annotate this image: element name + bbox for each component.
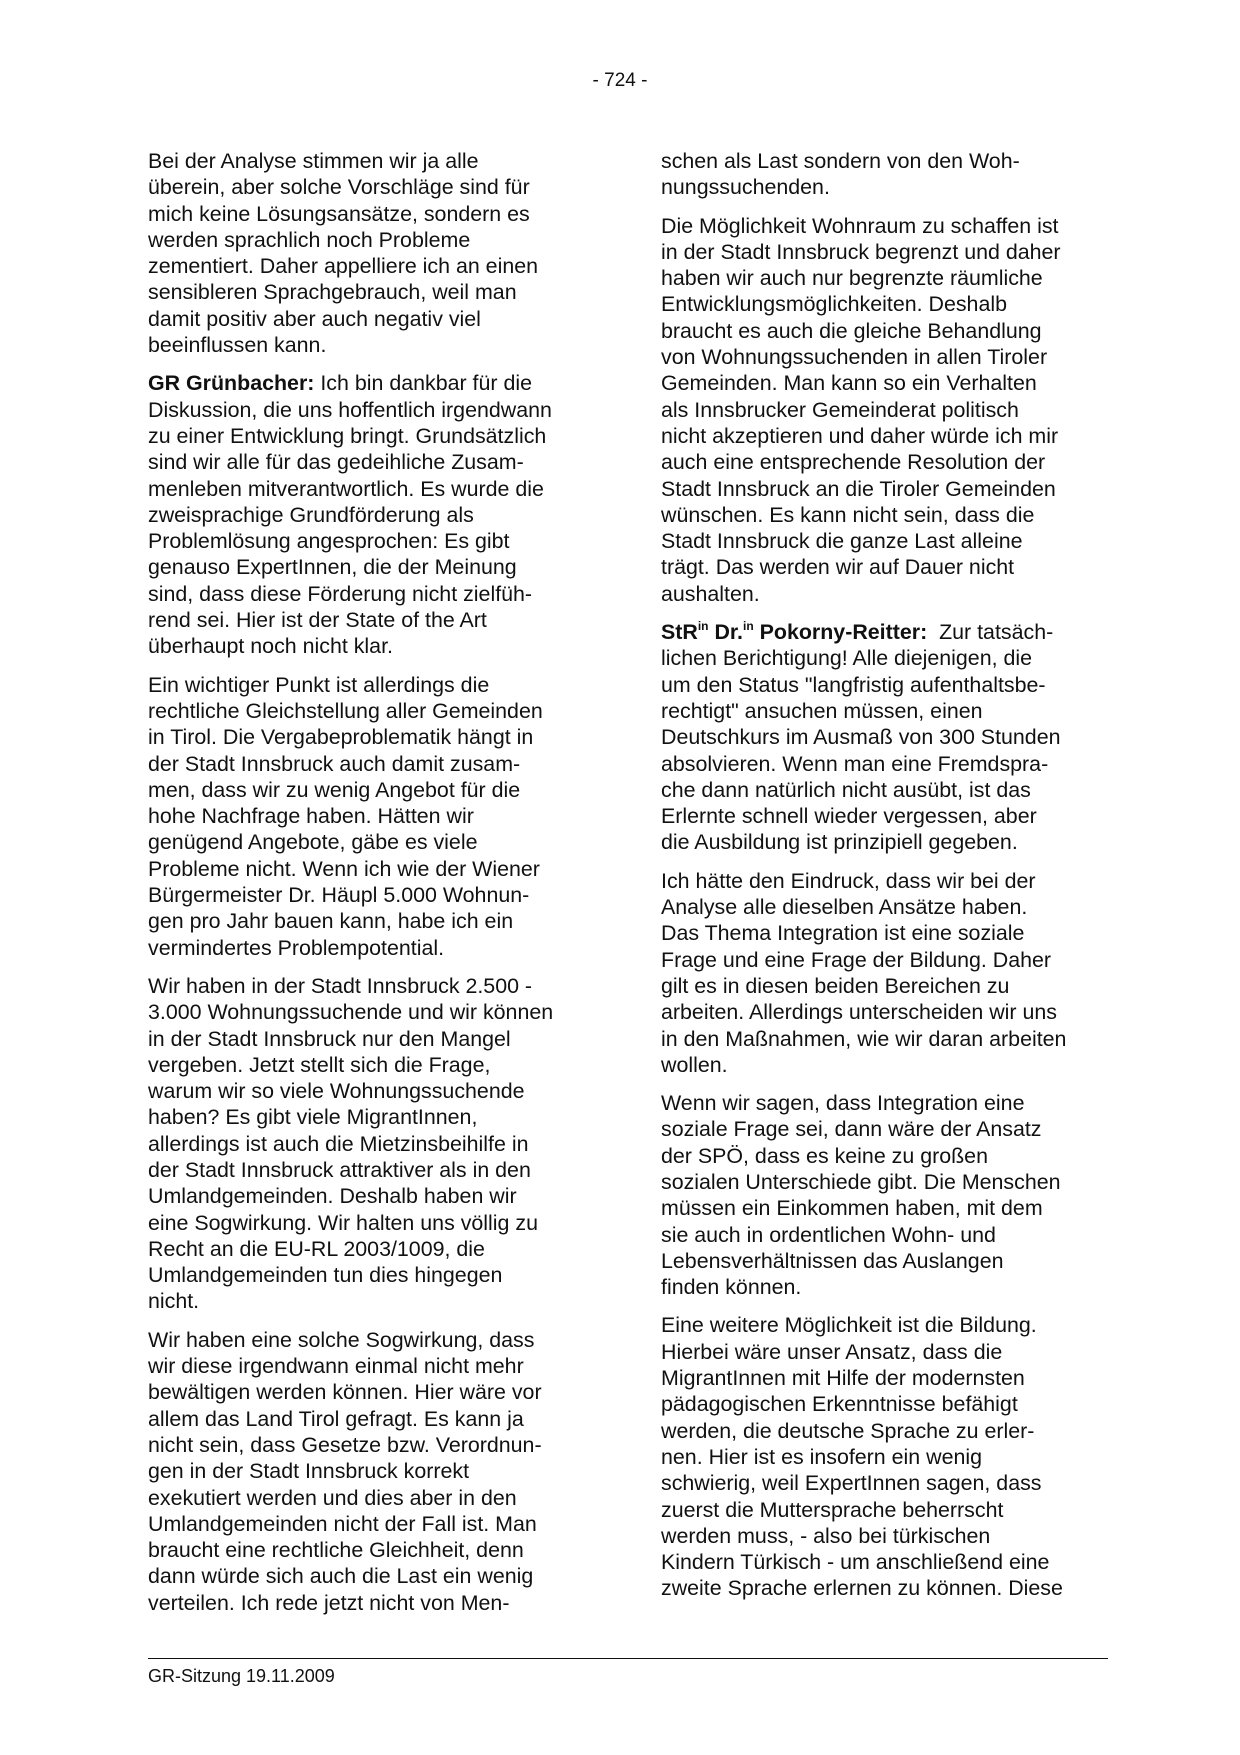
text-line: hohe Nachfrage haben. Hätten wir xyxy=(148,804,474,829)
text-line: Stadt Innsbruck an die Tiroler Gemeinden xyxy=(661,476,1056,501)
text-line: Analyse alle dieselben Ansätze haben. xyxy=(661,895,1028,920)
text-line: trägt. Das werden wir auf Dauer nicht xyxy=(661,555,1015,580)
speaker-surname: Pokorny-Reitter: xyxy=(753,620,928,645)
text-line: Umlandgemeinden tun dies hingegen xyxy=(148,1263,503,1288)
text-line: haben wir auch nur begrenzte räumliche xyxy=(661,266,1043,291)
text-fragment: Ich bin dankbar für die xyxy=(314,371,533,396)
footer-divider xyxy=(148,1658,1108,1659)
text-line: pädagogischen Erkenntnisse befähigt xyxy=(661,1392,1018,1417)
text-line: lichen Berichtigung! Alle diejenigen, die xyxy=(661,646,1033,671)
text-line: in der Stadt Innsbruck nur den Mangel xyxy=(148,1026,511,1051)
paragraph xyxy=(148,1327,598,1616)
paragraph xyxy=(661,868,1108,1078)
text-line: warum wir so viele Wohnungssuchende xyxy=(148,1079,525,1104)
text-line: gen pro Jahr bauen kann, habe ich ein xyxy=(148,909,514,934)
text-line: sind wir alle für das gedeihliche Zusam- xyxy=(148,450,524,475)
text-line: sozialen Unterschiede gibt. Die Menschen xyxy=(661,1169,1061,1194)
text-line: verteilen. Ich rede jetzt nicht von Men- xyxy=(148,1590,510,1615)
text-line: braucht es auch die gleiche Behandlung xyxy=(661,318,1042,343)
text-line: Erlernte schnell wieder vergessen, aber xyxy=(661,804,1037,829)
left-column xyxy=(148,148,598,1628)
text-line: sensibleren Sprachgebrauch, weil man xyxy=(148,280,517,305)
text-line: damit positiv aber auch negativ viel xyxy=(148,306,481,331)
paragraph xyxy=(661,213,1108,607)
text-line: rechtliche Gleichstellung aller Gemeinden xyxy=(148,698,543,723)
text-line: Die Möglichkeit Wohnraum zu schaffen ist xyxy=(661,213,1059,238)
text-line: Deutschkurs im Ausmaß von 300 Stunden xyxy=(661,725,1061,750)
text-line: Lebensverhältnissen das Auslangen xyxy=(661,1248,1004,1273)
paragraph-gr-gruenbacher xyxy=(148,370,598,659)
text-line: Frage und eine Frage der Bildung. Daher xyxy=(661,947,1052,972)
text-line: zementiert. Daher appelliere ich an einen xyxy=(148,254,539,279)
text-line: Diskussion, die uns hoffentlich irgendwann xyxy=(148,397,552,422)
text-line: 3.000 Wohnungssuchende und wir können xyxy=(148,1000,554,1025)
text-line: um den Status "langfristig aufenthaltsbe- xyxy=(661,672,1046,697)
text-line: Umlandgemeinden nicht der Fall ist. Man xyxy=(148,1511,537,1536)
text-line: nungssuchenden. xyxy=(661,175,830,200)
text-line: der SPÖ, dass es keine zu großen xyxy=(661,1143,988,1168)
text-line: MigrantInnen mit Hilfe der modernsten xyxy=(661,1366,1025,1391)
text-line: als Innsbrucker Gemeinderat politisch xyxy=(661,397,1019,422)
speaker-title: StR xyxy=(661,620,698,645)
text-line: mich keine Lösungsansätze, sondern es xyxy=(148,201,530,226)
text-line: Ein wichtiger Punkt ist allerdings die xyxy=(148,672,490,697)
text-line: der Stadt Innsbruck auch damit zusam- xyxy=(148,751,521,776)
text-line: eine Sogwirkung. Wir halten uns völlig zu xyxy=(148,1210,538,1235)
text-line: von Wohnungssuchenden in allen Tiroler xyxy=(661,345,1048,370)
text-line: haben? Es gibt viele MigrantInnen, xyxy=(148,1105,478,1130)
text-line: schwierig, weil ExpertInnen sagen, dass xyxy=(661,1471,1042,1496)
text-line: Wenn wir sagen, dass Integration eine xyxy=(661,1091,1025,1116)
text-fragment: Zur tatsäch- xyxy=(927,620,1054,645)
page-number: - 724 - xyxy=(592,70,648,91)
paragraph xyxy=(661,148,1108,201)
text-line: nen. Hier ist es insofern ein wenig xyxy=(661,1444,983,1469)
speaker-name xyxy=(661,620,927,644)
text-line: allerdings ist auch die Mietzinsbeihilfe in xyxy=(148,1131,529,1156)
text-line: gilt es in diesen beiden Bereichen zu xyxy=(661,973,1010,998)
paragraph-str-pokorny-reitter xyxy=(661,619,1108,856)
text-line: Gemeinden. Man kann so ein Verhalten xyxy=(661,371,1037,396)
paragraph xyxy=(148,973,598,1315)
text-line: genauso ExpertInnen, die der Meinung xyxy=(148,555,517,580)
text-line: rechtigt" ansuchen müssen, einen xyxy=(661,698,983,723)
text-line: der Stadt Innsbruck attraktiver als in den xyxy=(148,1157,531,1182)
text-line: zweisprachige Grundförderung als xyxy=(148,502,474,527)
text-line: vergeben. Jetzt stellt sich die Frage, xyxy=(148,1052,491,1077)
text-line: sind, dass diese Förderung nicht zielfüh- xyxy=(148,581,533,606)
text-line: Wir haben in der Stadt Innsbruck 2.500 - xyxy=(148,973,533,998)
speaker-name: GR Grünbacher: xyxy=(148,371,315,396)
text-line: aushalten. xyxy=(661,581,760,606)
text-line: vermindertes Problempotential. xyxy=(148,935,445,960)
text-line: Hierbei wäre unser Ansatz, dass die xyxy=(661,1339,1003,1364)
text-line: arbeiten. Allerdings unterscheiden wir uns xyxy=(661,1000,1057,1025)
text-line: wünschen. Es kann nicht sein, dass die xyxy=(661,502,1035,527)
paragraph xyxy=(661,1090,1108,1300)
text-line: zuerst die Muttersprache beherrscht xyxy=(661,1497,1004,1522)
speaker-line xyxy=(148,370,598,396)
text-line: Stadt Innsbruck die ganze Last alleine xyxy=(661,529,1023,554)
text-line: werden, die deutsche Sprache zu erler- xyxy=(661,1418,1035,1443)
text-line: rend sei. Hier ist der State of the Art xyxy=(148,608,487,633)
text-line: überein, aber solche Vorschläge sind für xyxy=(148,175,530,200)
paragraph xyxy=(148,672,598,961)
text-line: menleben mitverantwortlich. Es wurde die xyxy=(148,476,544,501)
speaker-title: Dr. xyxy=(708,620,743,645)
text-line: sie auch in ordentlichen Wohn- und xyxy=(661,1222,996,1247)
text-line: zweite Sprache erlernen zu können. Diese xyxy=(661,1576,1063,1601)
text-line: müssen ein Einkommen haben, mit dem xyxy=(661,1196,1043,1221)
text-line: werden muss, - also bei türkischen xyxy=(661,1523,991,1548)
text-line: in Tirol. Die Vergabeproblematik hängt in xyxy=(148,725,534,750)
text-line: wollen. xyxy=(661,1052,728,1077)
text-line: in den Maßnahmen, wie wir daran arbeiten xyxy=(661,1026,1067,1051)
text-line: Recht an die EU-RL 2003/1009, die xyxy=(148,1236,485,1261)
text-line: in der Stadt Innsbruck begrenzt und daher xyxy=(661,239,1061,264)
text-line: auch eine entsprechende Resolution der xyxy=(661,450,1046,475)
paragraph xyxy=(661,1312,1108,1601)
text-line: Eine weitere Möglichkeit ist die Bildung. xyxy=(661,1313,1037,1338)
text-line: Umlandgemeinden. Deshalb haben wir xyxy=(148,1184,517,1209)
footer-session-date: GR-Sitzung 19.11.2009 xyxy=(148,1666,335,1686)
text-line: dann würde sich auch die Last ein wenig xyxy=(148,1564,534,1589)
text-line: werden sprachlich noch Probleme xyxy=(148,227,471,252)
text-line: zu einer Entwicklung bringt. Grundsätzlich xyxy=(148,423,547,448)
text-line: genügend Angebote, gäbe es viele xyxy=(148,830,478,855)
text-line: soziale Frage sei, dann wäre der Ansatz xyxy=(661,1117,1042,1142)
text-line: Das Thema Integration ist eine soziale xyxy=(661,921,1025,946)
text-line: nicht sein, dass Gesetze bzw. Verordnun- xyxy=(148,1432,542,1457)
text-line: men, dass wir zu wenig Angebot für die xyxy=(148,777,521,802)
text-line: gen in der Stadt Innsbruck korrekt xyxy=(148,1459,470,1484)
text-line: exekutiert werden und dies aber in den xyxy=(148,1485,517,1510)
text-line: Wir haben eine solche Sogwirkung, dass xyxy=(148,1327,535,1352)
speaker-line xyxy=(661,619,1108,645)
text-line: allem das Land Tirol gefragt. Es kann ja xyxy=(148,1406,524,1431)
text-line: Ich hätte den Eindruck, dass wir bei der xyxy=(661,868,1036,893)
text-line: überhaupt noch nicht klar. xyxy=(148,634,393,659)
paragraph xyxy=(148,148,598,358)
right-column xyxy=(661,148,1108,1614)
text-line: Bürgermeister Dr. Häupl 5.000 Wohnun- xyxy=(148,883,530,908)
text-line: che dann natürlich nicht ausübt, ist das xyxy=(661,777,1031,802)
text-line: beeinflussen kann. xyxy=(148,333,327,358)
text-line: nicht akzeptieren und daher würde ich mir xyxy=(661,423,1059,448)
text-line: schen als Last sondern von den Woh- xyxy=(661,149,1020,173)
text-line: absolvieren. Wenn man eine Fremdspra- xyxy=(661,751,1049,776)
text-line: finden können. xyxy=(661,1275,802,1300)
text-line: Bei der Analyse stimmen wir ja alle xyxy=(148,149,479,173)
text-line: Kindern Türkisch - um anschließend eine xyxy=(661,1550,1050,1575)
text-line: bewältigen werden können. Hier wäre vor xyxy=(148,1380,542,1405)
text-line: nicht. xyxy=(148,1289,200,1314)
text-line: die Ausbildung ist prinzipiell gegeben. xyxy=(661,830,1018,855)
superscript: in xyxy=(697,619,709,634)
text-line: braucht eine rechtliche Gleichheit, denn xyxy=(148,1538,524,1563)
superscript: in xyxy=(743,619,754,634)
text-line: Problemlösung angesprochen: Es gibt xyxy=(148,529,510,554)
text-line: Entwicklungsmöglichkeiten. Deshalb xyxy=(661,292,1007,317)
text-line: wir diese irgendwann einmal nicht mehr xyxy=(148,1354,524,1379)
text-line: Probleme nicht. Wenn ich wie der Wiener xyxy=(148,856,540,881)
